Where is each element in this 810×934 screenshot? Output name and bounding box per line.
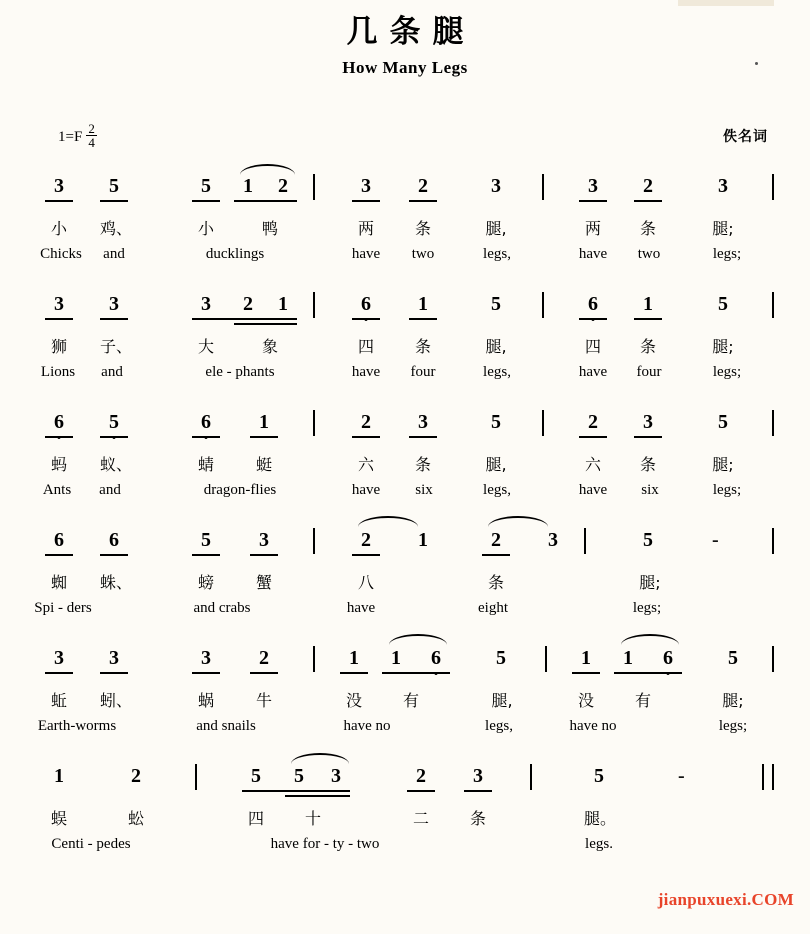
lyric-cn: 腿; bbox=[712, 219, 734, 238]
lyric-en: six bbox=[415, 482, 433, 498]
beam bbox=[45, 554, 73, 556]
lyric-en: Lions bbox=[40, 364, 76, 380]
lyric-cn: 腿; bbox=[712, 337, 734, 356]
beam bbox=[340, 672, 368, 674]
lyric-cn: 蜘 bbox=[50, 573, 67, 592]
lyric-cn: 蟹 bbox=[255, 573, 272, 592]
note: 6 bbox=[54, 411, 64, 433]
barline bbox=[542, 174, 544, 200]
lyric-cn: 六 bbox=[584, 455, 601, 474]
note: 2 bbox=[588, 411, 598, 433]
note: 3 bbox=[331, 765, 341, 787]
beam bbox=[464, 790, 492, 792]
lyric-cn: 两 bbox=[357, 219, 374, 238]
note: 6 bbox=[431, 647, 441, 669]
time-signature bbox=[86, 122, 97, 149]
lyric-cn: 蜻 bbox=[197, 455, 214, 474]
beam bbox=[382, 672, 450, 674]
beam bbox=[352, 436, 380, 438]
lyric-cn: 小 bbox=[50, 219, 67, 238]
barline bbox=[313, 174, 315, 200]
beam bbox=[579, 318, 607, 320]
beam bbox=[409, 436, 437, 438]
beam bbox=[285, 795, 350, 797]
barline bbox=[542, 292, 544, 318]
beam bbox=[409, 200, 437, 202]
note: 3 bbox=[548, 529, 558, 551]
beam bbox=[250, 436, 278, 438]
barline bbox=[772, 646, 774, 672]
lyric-cn: 没 bbox=[345, 691, 362, 710]
note: 3 bbox=[473, 765, 483, 787]
beam bbox=[100, 200, 128, 202]
beam bbox=[250, 672, 278, 674]
lyric-cn: 十 bbox=[304, 809, 321, 828]
note: 3 bbox=[54, 647, 64, 669]
lyric-cn: 有 bbox=[634, 691, 651, 710]
lyric-en: Centi - pedes bbox=[51, 836, 131, 852]
lyric-en: have bbox=[351, 246, 381, 262]
lyric-en: and snails bbox=[196, 718, 256, 734]
lyric-cn: 条 bbox=[414, 337, 431, 356]
lyric-en: have no bbox=[343, 718, 391, 734]
lyric-cn: 蜗 bbox=[197, 691, 214, 710]
lyric-en: legs, bbox=[483, 246, 511, 262]
lyric-cn: 蚓、 bbox=[99, 691, 132, 710]
beam bbox=[242, 790, 350, 792]
note: 2 bbox=[278, 175, 288, 197]
lyric-en: two bbox=[411, 246, 435, 262]
lyric-cn: 腿, bbox=[485, 337, 507, 356]
lyric-en: legs; bbox=[712, 482, 742, 498]
note: 1 bbox=[391, 647, 401, 669]
lyric-cn: 腿, bbox=[491, 691, 513, 710]
credit-lyricist: 佚名词 bbox=[723, 129, 768, 145]
lyric-cn: 子、 bbox=[99, 337, 132, 356]
score-system-4 bbox=[0, 530, 810, 638]
lyric-cn: 四 bbox=[584, 337, 601, 356]
note: 3 bbox=[109, 293, 119, 315]
note: 1 bbox=[623, 647, 633, 669]
barline bbox=[772, 528, 774, 554]
lyric-cn: 螃 bbox=[197, 573, 214, 592]
lyric-cn: 二 bbox=[412, 809, 429, 828]
lyric-en: have bbox=[578, 246, 608, 262]
note-dash: - bbox=[712, 529, 719, 551]
beam bbox=[234, 200, 297, 202]
lyric-en: dragon-flies bbox=[203, 482, 277, 498]
beam bbox=[250, 554, 278, 556]
lyric-en: legs; bbox=[712, 364, 742, 380]
slur bbox=[240, 164, 295, 175]
lyric-en: six bbox=[641, 482, 659, 498]
beam bbox=[45, 672, 73, 674]
beam bbox=[352, 318, 380, 320]
beam bbox=[579, 436, 607, 438]
lyric-cn: 没 bbox=[577, 691, 594, 710]
beam bbox=[192, 554, 220, 556]
note: 5 bbox=[496, 647, 506, 669]
beam bbox=[45, 200, 73, 202]
beam bbox=[100, 672, 128, 674]
lyric-cn: 条 bbox=[414, 219, 431, 238]
note: 1 bbox=[643, 293, 653, 315]
note: 1 bbox=[278, 293, 288, 315]
lyric-en: have bbox=[351, 364, 381, 380]
lyric-cn: 八 bbox=[357, 573, 374, 592]
note: 1 bbox=[418, 293, 428, 315]
lyric-cn: 蚯 bbox=[50, 691, 67, 710]
barline-final bbox=[772, 764, 774, 790]
barline bbox=[542, 410, 544, 436]
lyric-cn: 四 bbox=[357, 337, 374, 356]
lyric-en: and bbox=[99, 482, 121, 498]
note: 3 bbox=[54, 293, 64, 315]
lyric-cn: 鸭 bbox=[261, 219, 278, 238]
lyric-en: legs. bbox=[585, 836, 613, 852]
beam bbox=[579, 200, 607, 202]
barline bbox=[195, 764, 197, 790]
note: 2 bbox=[259, 647, 269, 669]
lyric-cn: 有 bbox=[402, 691, 419, 710]
beam bbox=[407, 790, 435, 792]
lyric-cn: 腿, bbox=[485, 455, 507, 474]
lyric-cn: 蚣 bbox=[127, 809, 144, 828]
note: 6 bbox=[201, 411, 211, 433]
lyric-cn: 蛛、 bbox=[99, 573, 132, 592]
note: 2 bbox=[243, 293, 253, 315]
beam bbox=[100, 554, 128, 556]
beam bbox=[100, 318, 128, 320]
note: 3 bbox=[491, 175, 501, 197]
lyric-en: legs, bbox=[483, 364, 511, 380]
time-signature-denominator: 4 bbox=[88, 135, 95, 150]
note: 3 bbox=[201, 647, 211, 669]
note: 3 bbox=[588, 175, 598, 197]
beam bbox=[100, 436, 128, 438]
note: 2 bbox=[643, 175, 653, 197]
barline bbox=[772, 410, 774, 436]
barline bbox=[772, 174, 774, 200]
note: 5 bbox=[109, 411, 119, 433]
page-title-english: How Many Legs bbox=[342, 58, 468, 77]
lyric-cn: 蜈 bbox=[50, 809, 67, 828]
lyric-en: have bbox=[351, 482, 381, 498]
note: 3 bbox=[54, 175, 64, 197]
lyric-en: four bbox=[410, 364, 436, 380]
barline bbox=[584, 528, 586, 554]
lyric-en: have bbox=[346, 600, 376, 616]
note: 3 bbox=[361, 175, 371, 197]
note: 3 bbox=[259, 529, 269, 551]
lyric-en: legs; bbox=[632, 600, 662, 616]
lyric-cn: 小 bbox=[197, 219, 214, 238]
note: 5 bbox=[294, 765, 304, 787]
lyric-en: ele - phants bbox=[205, 364, 275, 380]
note: 5 bbox=[594, 765, 604, 787]
beam bbox=[192, 436, 220, 438]
barline bbox=[313, 528, 315, 554]
lyric-cn: 条 bbox=[639, 455, 656, 474]
barline bbox=[772, 292, 774, 318]
lyric-en: eight bbox=[478, 600, 508, 616]
note: 2 bbox=[416, 765, 426, 787]
lyric-en: have for - ty - two bbox=[270, 836, 380, 852]
lyric-cn: 六 bbox=[357, 455, 374, 474]
barline bbox=[762, 764, 764, 790]
beam bbox=[634, 200, 662, 202]
note: 2 bbox=[361, 529, 371, 551]
beam bbox=[634, 318, 662, 320]
lyric-cn: 四 bbox=[247, 809, 264, 828]
lyric-en: and bbox=[101, 364, 123, 380]
lyric-en: Earth-worms bbox=[37, 718, 117, 734]
note: 5 bbox=[201, 175, 211, 197]
beam bbox=[45, 318, 73, 320]
score-system-3 bbox=[0, 412, 810, 520]
score-system-2 bbox=[0, 294, 810, 402]
beam bbox=[352, 200, 380, 202]
key-label: 1=F bbox=[58, 129, 83, 145]
note: 1 bbox=[418, 529, 428, 551]
note: 3 bbox=[643, 411, 653, 433]
lyric-en: and bbox=[103, 246, 125, 262]
score-system-5 bbox=[0, 648, 810, 756]
lyric-cn: 腿。 bbox=[583, 809, 616, 828]
lyric-cn: 象 bbox=[261, 337, 278, 356]
barline bbox=[545, 646, 547, 672]
lyric-cn: 条 bbox=[469, 809, 486, 828]
lyric-cn: 条 bbox=[639, 219, 656, 238]
page-title-chinese: 几条腿 bbox=[346, 14, 476, 50]
note: 5 bbox=[109, 175, 119, 197]
score-system-1 bbox=[0, 176, 810, 284]
beam bbox=[192, 672, 220, 674]
lyric-cn: 条 bbox=[639, 337, 656, 356]
lyric-en: have bbox=[578, 482, 608, 498]
note: 2 bbox=[131, 765, 141, 787]
beam bbox=[45, 436, 73, 438]
site-watermark: jianpuxuexi.COM bbox=[657, 890, 794, 909]
beam bbox=[192, 318, 297, 320]
lyric-cn: 两 bbox=[584, 219, 601, 238]
lyric-cn: 蜓 bbox=[255, 455, 272, 474]
note: 2 bbox=[491, 529, 501, 551]
lyric-en: legs; bbox=[718, 718, 748, 734]
lyric-en: Ants bbox=[42, 482, 72, 498]
lyric-en: legs, bbox=[485, 718, 513, 734]
key-signature bbox=[58, 121, 97, 151]
lyric-en: two bbox=[637, 246, 661, 262]
music-score bbox=[0, 176, 810, 874]
lyric-en: Chicks bbox=[40, 246, 82, 262]
lyric-en: legs, bbox=[483, 482, 511, 498]
note: 6 bbox=[361, 293, 371, 315]
note: 6 bbox=[663, 647, 673, 669]
note: 1 bbox=[581, 647, 591, 669]
score-system-6 bbox=[0, 766, 810, 874]
lyric-cn: 蚁、 bbox=[99, 455, 132, 474]
note: 1 bbox=[243, 175, 253, 197]
note: 2 bbox=[418, 175, 428, 197]
lyric-en: ducklings bbox=[205, 246, 265, 262]
note-dash: - bbox=[678, 765, 685, 787]
note: 5 bbox=[718, 293, 728, 315]
lyric-en: have no bbox=[569, 718, 617, 734]
note: 2 bbox=[361, 411, 371, 433]
lyric-en: four bbox=[636, 364, 662, 380]
lyric-cn: 条 bbox=[487, 573, 504, 592]
lyric-cn: 腿; bbox=[639, 573, 661, 592]
note: 3 bbox=[418, 411, 428, 433]
barline bbox=[313, 292, 315, 318]
beam bbox=[482, 554, 510, 556]
barline bbox=[313, 646, 315, 672]
barline bbox=[313, 410, 315, 436]
lyric-cn: 大 bbox=[197, 337, 214, 356]
beam bbox=[352, 554, 380, 556]
note: 5 bbox=[201, 529, 211, 551]
note: 3 bbox=[718, 175, 728, 197]
beam bbox=[634, 436, 662, 438]
lyric-en: legs; bbox=[712, 246, 742, 262]
lyric-en: and crabs bbox=[193, 600, 251, 616]
lyric-en: Spi - ders bbox=[34, 600, 92, 616]
note: 1 bbox=[259, 411, 269, 433]
lyric-cn: 蚂 bbox=[50, 455, 67, 474]
lyric-cn: 牛 bbox=[255, 691, 272, 710]
beam bbox=[572, 672, 600, 674]
beam bbox=[614, 672, 682, 674]
note: 6 bbox=[54, 529, 64, 551]
time-signature-numerator: 2 bbox=[88, 121, 95, 136]
lyric-cn: 狮 bbox=[50, 337, 67, 356]
beam bbox=[409, 318, 437, 320]
note: 3 bbox=[109, 647, 119, 669]
note: 5 bbox=[728, 647, 738, 669]
note: 5 bbox=[491, 411, 501, 433]
barline bbox=[530, 764, 532, 790]
lyric-cn: 腿; bbox=[722, 691, 744, 710]
lyric-en: have bbox=[578, 364, 608, 380]
note: 5 bbox=[718, 411, 728, 433]
beam bbox=[234, 323, 297, 325]
note: 1 bbox=[54, 765, 64, 787]
lyric-cn: 腿; bbox=[712, 455, 734, 474]
lyric-cn: 鸡、 bbox=[99, 219, 132, 238]
note: 3 bbox=[201, 293, 211, 315]
beam bbox=[192, 200, 220, 202]
lyric-cn: 条 bbox=[414, 455, 431, 474]
note: 6 bbox=[588, 293, 598, 315]
note: 5 bbox=[643, 529, 653, 551]
note: 6 bbox=[109, 529, 119, 551]
note: 5 bbox=[491, 293, 501, 315]
note: 5 bbox=[251, 765, 261, 787]
note: 1 bbox=[349, 647, 359, 669]
lyric-cn: 腿, bbox=[485, 219, 507, 238]
